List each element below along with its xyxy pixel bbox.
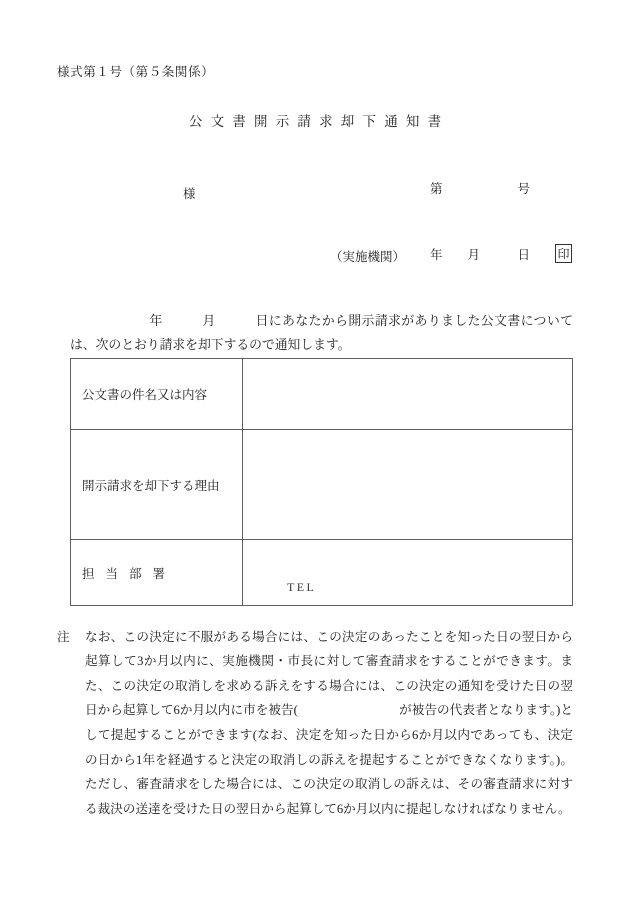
footnote-text-part2: が被告の代表者となります。)として提起することができます(なお、決定を知った日から6か月以内であっても、決定の日から1年を経過すると決定の取消しの訴えを提起することができなくなります。)。ただし、審査請求をした場合には、この決定の取消しの訴えは、その審査請求に対する裁決の送達を受けた日の翌日から起算して6か月以内に提起しなければなりません。: [85, 703, 574, 816]
label-text: 担当部署: [82, 566, 177, 581]
seal-stamp-icon: 印: [555, 244, 572, 263]
row-value-rejection-reason[interactable]: [243, 430, 573, 540]
table-row: [71, 540, 573, 606]
table-row: [71, 359, 573, 430]
footnote-text-part1: なお、この決定に不服がある場合には、この決定のあったことを知った日の翌日から起算して3か月以内に、実施機関・市長に対して審査請求をすることができます。また、この決定の取消しを求める訴えをする場合には、この決定の通知を受けた日の翌日から起算して6か月以内に市を被告(: [85, 629, 573, 718]
body-paragraph: [70, 309, 573, 357]
table-row: [71, 430, 573, 540]
row-label-rejection-reason: [71, 430, 243, 540]
footnote-marker: 注: [57, 629, 70, 644]
body-text: 日にあなたから開示請求がありました公文書については、次のとおり請求を却下するので通知します。: [70, 313, 573, 352]
row-value-department[interactable]: [243, 540, 573, 606]
implementing-agency-label: （実施機関）: [330, 250, 406, 264]
addressee-honorific: 様: [183, 187, 196, 201]
tel-label: TEL: [287, 580, 317, 594]
issuer-row: [330, 247, 572, 267]
row-value-document-title[interactable]: [243, 359, 573, 430]
reference-number-line: 第 号: [430, 182, 531, 196]
form-number-label: 様式第１号（第５条関係）: [57, 65, 215, 79]
body-date-blank: 年 月: [70, 313, 256, 328]
document-title: 公文書開示請求却下通知書: [188, 114, 450, 129]
label-text: 開示請求を却下する理由: [82, 478, 220, 493]
reference-block: [430, 134, 530, 310]
footnote-blank-gap: [298, 703, 399, 717]
row-label-document-title: [71, 359, 243, 430]
disclosure-form-table: [70, 358, 573, 606]
reference-date-line: 年 月 日: [430, 248, 531, 262]
footnote-paragraph: [57, 625, 573, 822]
row-label-department: [71, 540, 243, 606]
label-text: 公文書の件名又は内容: [82, 388, 208, 402]
